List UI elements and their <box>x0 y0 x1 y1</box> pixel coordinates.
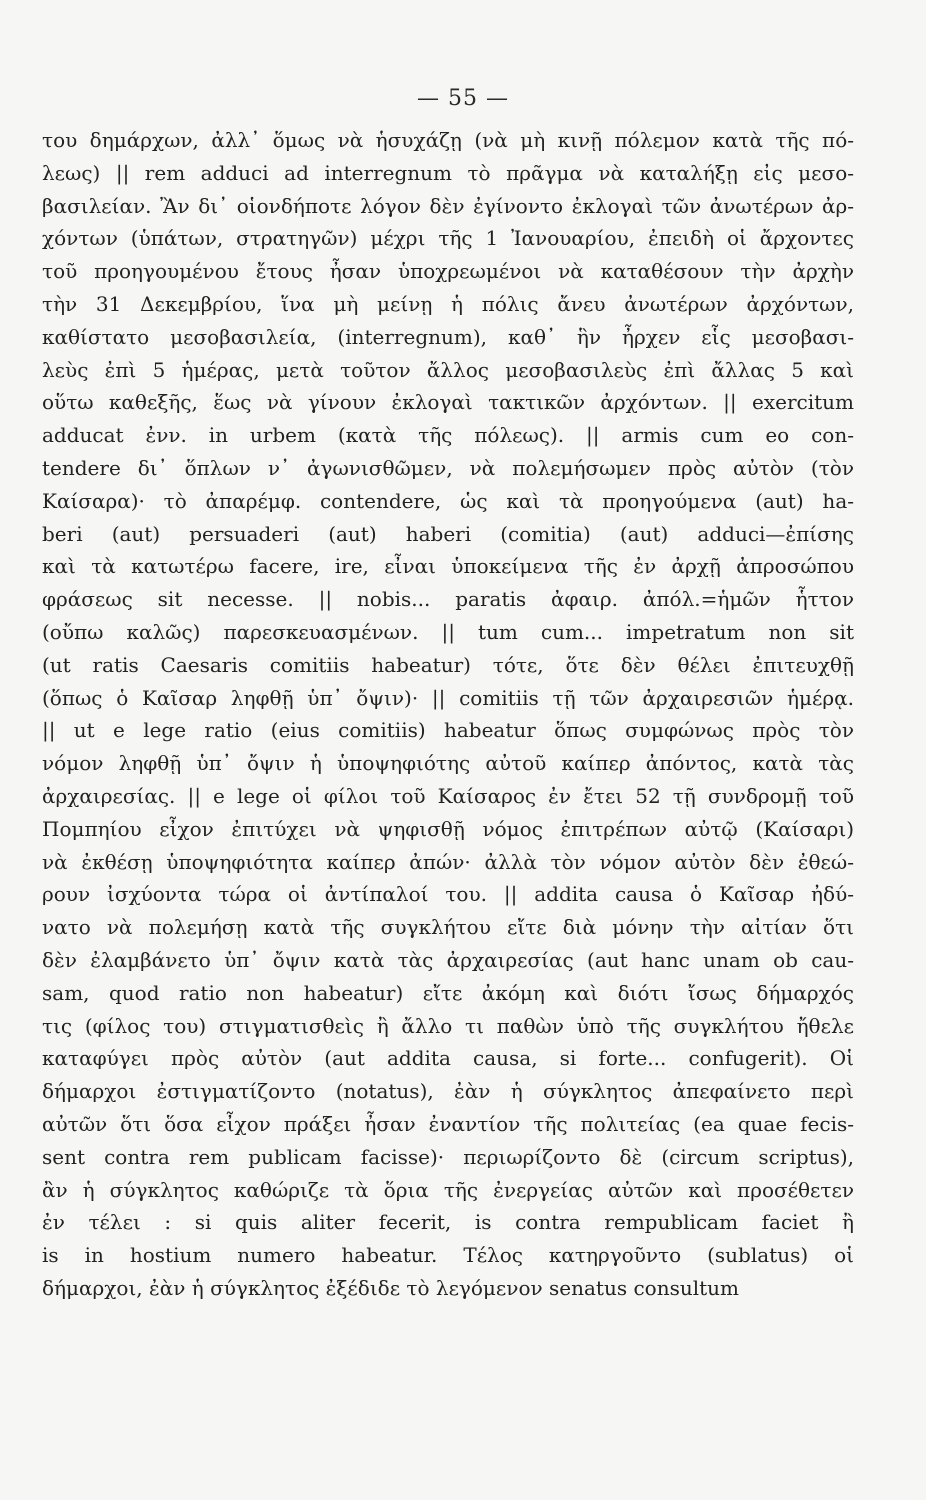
text-line: καθίστατο μεσοβασιλεία, (interregnum), καθ᾽ ἣν ἦρχεν εἷς μεσοβασι- <box>42 324 854 349</box>
text-line: tendere δι᾽ ὅπλων ν᾽ ἀγωνισθῶμεν, νὰ πολεμήσωμεν πρὸς αὐτὸν (τὸν <box>42 455 854 480</box>
text-line: αὐτῶν ὅτι ὅσα εἶχον πράξει ἦσαν ἐναντίον τῆς πολιτείας (ea quae fecis- <box>42 1111 854 1136</box>
text-line: sent contra rem publicam facisse)· περιωρίζοντο δὲ (circum scriptus), <box>42 1144 854 1169</box>
text-line: του δημάρχων, ἀλλ᾽ ὅμως νὰ ἡσυχάζῃ (νὰ μὴ κινῇ πόλεμον κατὰ τῆς πό- <box>42 128 854 152</box>
text-line: ρουν ἰσχύοντα τώρα οἱ ἀντίπαλοί του. || addita causa ὁ Καῖσαρ ἠδύ- <box>42 882 854 907</box>
text-line: beri (aut) persuaderi (aut) haberi (comitia) (aut) adduci—ἐπίσης <box>42 521 854 546</box>
text-line: ἐν τέλει : si quis aliter fecerit, is contra rempublicam faciet ἢ <box>42 1210 854 1235</box>
text-line: (ὅπως ὁ Καῖσαρ ληφθῇ ὑπ᾽ ὄψιν)· || comitiis τῇ τῶν ἀρχαιρεσιῶν ἡμέρᾳ. <box>42 685 854 710</box>
body-text <box>42 124 854 1305</box>
text-line: χόντων (ὑπάτων, στρατηγῶν) μέχρι τῆς 1 Ἰανουαρίου, ἐπειδὴ οἱ ἄρχοντες <box>42 226 854 251</box>
text-line: λεως) || rem adduci ad interregnum τὸ πρᾶγμα νὰ καταλήξῃ εἰς μεσο- <box>42 160 854 185</box>
text-line: βασιλείαν. Ἂν δι᾽ οἱονδήποτε λόγον δὲν ἐγίνοντο ἐκλογαὶ τῶν ἀνωτέρων ἀρ- <box>42 193 854 218</box>
page-number: — 55 — <box>417 86 509 111</box>
text-line: καὶ τὰ κατωτέρω facere, ire, εἶναι ὑποκείμενα τῆς ἐν ἀρχῇ ἀπροσώπου <box>42 554 854 579</box>
text-line: τις (φίλος του) στιγματισθεὶς ἢ ἄλλο τι παθὼν ὑπὸ τῆς συγκλήτου ἤθελε <box>42 1013 854 1038</box>
text-line: (οὔπω καλῶς) παρεσκευασμένων. || tum cum... impetratum non sit <box>42 619 854 644</box>
text-line: sam, quod ratio non habeatur) εἴτε ἀκόμη καὶ διότι ἴσως δήμαρχός <box>42 980 854 1005</box>
text-line: νατο νὰ πολεμήσῃ κατὰ τῆς συγκλήτου εἴτε διὰ μόνην τὴν αἰτίαν ὅτι <box>42 915 854 940</box>
text-line: νόμον ληφθῇ ὑπ᾽ ὄψιν ἡ ὑποψηφιότης αὐτοῦ καίπερ ἀπόντος, κατὰ τὰς <box>42 751 854 776</box>
text-line: Πομπηίου εἶχον ἐπιτύχει νὰ ψηφισθῇ νόμος ἐπιτρέπων αὐτῷ (Καίσαρι) <box>42 816 854 841</box>
text-line: ἀρχαιρεσίας. || e lege οἱ φίλοι τοῦ Καίσαρος ἐν ἔτει 52 τῇ συνδρομῇ τοῦ <box>42 783 854 808</box>
text-line: δὲν ἐλαμβάνετο ὑπ᾽ ὄψιν κατὰ τὰς ἀρχαιρεσίας (aut hanc unam ob cau- <box>42 947 854 972</box>
text-line: λεὺς ἐπὶ 5 ἡμέρας, μετὰ τοῦτον ἄλλος μεσοβασιλεὺς ἐπὶ ἄλλας 5 καὶ <box>42 357 854 382</box>
text-line: τοῦ προηγουμένου ἔτους ἦσαν ὑποχρεωμένοι νὰ καταθέσουν τὴν ἀρχὴν <box>42 259 854 284</box>
text-line: τὴν 31 Δεκεμβρίου, ἵνα μὴ μείνῃ ἡ πόλις ἄνευ ἀνωτέρων ἀρχόντων, <box>42 291 854 316</box>
text-line: ἂν ἡ σύγκλητος καθώριζε τὰ ὅρια τῆς ἐνεργείας αὐτῶν καὶ προσέθετεν <box>42 1177 854 1202</box>
text-line: δήμαρχοι, ἐὰν ἡ σύγκλητος ἐξέδιδε τὸ λεγόμενον senatus consultum <box>42 1275 739 1300</box>
text-line: φράσεως sit necesse. || nobis... paratis ἀφαιρ. ἀπόλ.=ἡμῶν ἧττον <box>42 587 854 612</box>
text-line: καταφύγει πρὸς αὐτὸν (aut addita causa, si forte... confugerit). Οἱ <box>42 1046 854 1071</box>
text-line: is in hostium numero habeatur. Τέλος κατηργοῦντο (sublatus) οἱ <box>42 1243 854 1268</box>
text-line: οὕτω καθεξῆς, ἕως νὰ γίνουν ἐκλογαὶ τακτικῶν ἀρχόντων. || exercitum <box>42 390 854 415</box>
text-line: νὰ ἐκθέσῃ ὑποψηφιότητα καίπερ ἀπών· ἀλλὰ τὸν νόμον αὐτὸν δὲν ἐθεώ- <box>42 849 854 874</box>
text-line: || ut e lege ratio (eius comitiis) habeatur ὅπως συμφώνως πρὸς τὸν <box>42 718 854 743</box>
text-line: (ut ratis Caesaris comitiis habeatur) τότε, ὅτε δὲν θέλει ἐπιτευχθῇ <box>42 652 854 677</box>
text-line: adducat ἐνν. in urbem (κατὰ τῆς πόλεως). || armis cum eo con- <box>42 423 854 448</box>
text-line: Καίσαρα)· τὸ ἀπαρέμφ. contendere, ὡς καὶ τὰ προηγούμενα (aut) ha- <box>42 488 854 513</box>
text-line: δήμαρχοι ἐστιγματίζοντο (notatus), ἐὰν ἡ σύγκλητος ἀπεφαίνετο περὶ <box>42 1079 854 1104</box>
